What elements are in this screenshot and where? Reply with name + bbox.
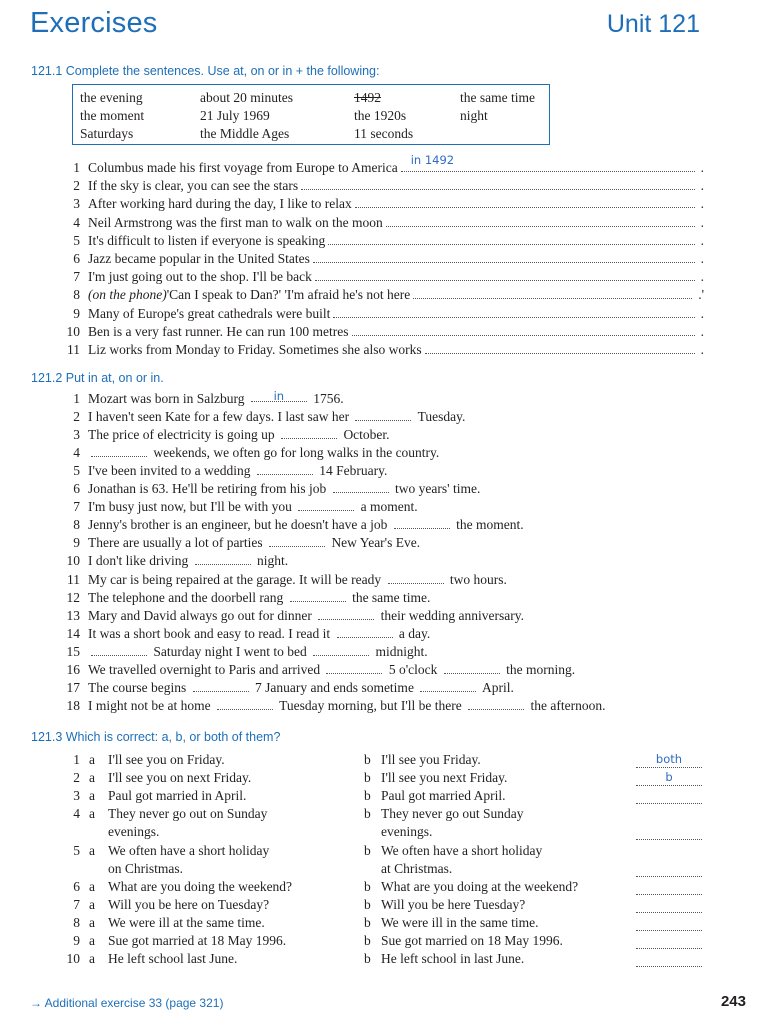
answer-blank[interactable]	[636, 862, 702, 877]
item-number: 13	[66, 607, 80, 623]
option-b-label: b	[364, 788, 371, 804]
item-number: 3	[73, 788, 80, 804]
handwritten-answer: b	[665, 770, 673, 785]
item-number: 1	[73, 160, 80, 175]
sentence-item	[88, 662, 575, 678]
option-a-label: a	[89, 770, 95, 786]
item-number: 7	[73, 499, 80, 515]
option-b-text: We were ill in the same time.	[381, 914, 539, 930]
sentence-text: I don't like driving	[88, 553, 192, 569]
sentence-text: There are usually a lot of parties	[88, 535, 267, 551]
answer-blank[interactable]	[352, 325, 695, 336]
option-a-text: on Christmas.	[108, 860, 184, 876]
answer-blank[interactable]	[337, 627, 393, 638]
sentence-text: I'm just going out to the shop. I'll be back	[88, 269, 312, 285]
unit-title: Unit 121	[606, 10, 700, 38]
answer-blank[interactable]	[313, 645, 369, 656]
answer-blank[interactable]	[91, 645, 147, 656]
answer-blank[interactable]	[636, 771, 702, 786]
option-b-text: They never go out Sunday	[381, 806, 524, 822]
sentence-text: Ben is a very fast runner. He can run 100 metres	[88, 323, 349, 339]
item-number: 10	[66, 553, 80, 569]
sentence-text: If the sky is clear, you can see the stars	[88, 178, 299, 194]
page-title: Exercises	[30, 7, 158, 39]
sentence-item	[88, 644, 428, 660]
sentence-item	[88, 215, 704, 231]
sentence-text: Mozart was born in Salzburg	[88, 391, 248, 406]
answer-blank[interactable]	[195, 554, 251, 565]
item-number: 6	[73, 481, 80, 497]
answer-blank[interactable]	[251, 391, 307, 402]
page-number: 243	[720, 993, 746, 1010]
sentence-context: (on the phone)	[88, 287, 167, 303]
sentence-item	[88, 481, 480, 497]
word-box-item: 21 July 1969	[200, 108, 270, 123]
option-b-label: b	[364, 806, 371, 822]
answer-blank[interactable]	[193, 681, 249, 692]
answer-blank[interactable]	[298, 500, 354, 511]
sentence-end: .	[700, 178, 704, 194]
item-number: 9	[73, 305, 80, 321]
option-a-text: Paul got married in April.	[108, 788, 247, 804]
sentence-text: a day.	[395, 625, 431, 641]
option-b-label: b	[364, 842, 371, 858]
sentence-end: .	[700, 269, 704, 285]
answer-blank[interactable]	[355, 410, 411, 421]
sentence-text: Jenny's brother is an engineer, but he doesn't have a job	[88, 517, 391, 533]
option-a-text: I'll see you on Friday.	[108, 752, 225, 767]
sentence-item	[88, 269, 704, 285]
option-a-text: Will you be here on Tuesday?	[108, 896, 270, 912]
item-number: 6	[73, 251, 80, 266]
option-a-label: a	[89, 951, 95, 967]
option-a-text: evenings.	[108, 824, 160, 840]
option-b-label: b	[364, 896, 371, 912]
option-a-label: a	[89, 788, 95, 804]
sentence-text: New Year's Eve.	[328, 535, 421, 551]
answer-blank[interactable]	[315, 270, 695, 281]
sentence-item	[88, 535, 420, 551]
item-number: 8	[73, 517, 80, 533]
item-number: 10	[66, 323, 80, 339]
option-b-text: What are you doing at the weekend?	[381, 878, 579, 894]
item-number: 5	[73, 232, 80, 248]
answer-blank[interactable]	[328, 234, 694, 245]
sentence-text: I'm busy just now, but I'll be with you	[88, 499, 296, 515]
option-a-label: a	[89, 752, 95, 767]
sentence-text: Liz works from Monday to Friday. Sometimes she also works	[88, 342, 422, 357]
item-number: 10	[66, 951, 80, 967]
answer-blank[interactable]	[636, 753, 702, 768]
item-number: 7	[73, 269, 80, 285]
item-number: 8	[73, 914, 80, 930]
sentence-text: 7 January and ends sometime	[251, 679, 418, 695]
word-box-item: 11 seconds	[354, 126, 414, 141]
sentence-item	[88, 427, 390, 443]
option-a-text: We often have a short holiday	[108, 842, 270, 858]
sentence-text: I might not be at home	[88, 697, 214, 713]
item-number: 4	[73, 214, 80, 230]
sentence-end: .	[700, 323, 704, 339]
handwritten-answer: in 1492	[410, 153, 455, 167]
answer-blank[interactable]	[420, 681, 476, 692]
answer-blank[interactable]	[313, 252, 695, 263]
word-box-item: Saturdays	[80, 126, 134, 141]
sentence-end: .'	[698, 287, 704, 303]
answer-blank[interactable]	[355, 197, 695, 208]
item-number: 5	[73, 463, 80, 479]
sentence-item	[88, 324, 704, 340]
option-a-text: We were ill at the same time.	[108, 914, 265, 930]
sentence-text: 'Can I speak to Dan?' 'I'm afraid he's not here	[166, 287, 411, 303]
answer-blank[interactable]	[425, 343, 695, 354]
sentence-item	[88, 391, 344, 407]
option-b-text: Paul got married April.	[381, 788, 506, 804]
option-a-text: What are you doing the weekend?	[108, 878, 293, 894]
option-b-label: b	[364, 933, 371, 948]
answer-blank[interactable]	[257, 464, 313, 475]
sentence-text: We travelled overnight to Paris and arrived	[88, 661, 324, 677]
sentence-item	[88, 196, 704, 212]
answer-blank[interactable]	[444, 663, 500, 674]
sentence-text: Jonathan is 63. He'll be retiring from his job	[88, 481, 330, 497]
sentence-item	[88, 572, 507, 588]
sentence-end: .	[700, 342, 704, 357]
handwritten-answer: in	[273, 389, 285, 403]
sentence-text: 5 o'clock	[385, 661, 441, 677]
item-number: 7	[73, 896, 80, 912]
option-b-text: Sue got married on 18 May 1996.	[381, 933, 563, 948]
option-a-label: a	[89, 933, 95, 948]
option-b-label: b	[364, 878, 371, 894]
sentence-text: The price of electricity is going up	[88, 427, 279, 443]
option-b-text: He left school in last June.	[381, 951, 525, 967]
item-number: 16	[66, 661, 80, 677]
option-a-text: He left school last June.	[108, 951, 238, 967]
sentence-text: weekends, we often go for long walks in the country.	[150, 445, 440, 461]
sentence-item	[88, 698, 606, 714]
option-b-label: b	[364, 951, 371, 967]
option-a-text: I'll see you on next Friday.	[108, 770, 252, 786]
item-number: 6	[73, 878, 80, 894]
answer-blank[interactable]	[386, 216, 695, 227]
item-number: 5	[73, 842, 80, 858]
sentence-item	[88, 287, 704, 303]
sentence-end: .	[700, 214, 704, 230]
item-number: 14	[66, 625, 80, 641]
additional-exercise-link[interactable]: → Additional exercise 33 (page 321)	[30, 996, 224, 1010]
answer-blank[interactable]	[301, 179, 694, 190]
sentence-end: .	[700, 160, 704, 175]
word-box-item: the same time	[460, 90, 535, 105]
sentence-item	[88, 680, 514, 696]
sentence-text: the afternoon.	[527, 697, 606, 713]
word-box	[72, 84, 550, 145]
sentence-text: Many of Europe's great cathedrals were built	[88, 305, 331, 321]
word-box-item: 1492	[354, 90, 381, 105]
option-b-text: We often have a short holiday	[381, 842, 543, 858]
sentence-text: two hours.	[446, 571, 507, 587]
item-number: 17	[66, 679, 80, 695]
sentence-end: .	[700, 232, 704, 248]
sentence-text: Columbus made his first voyage from Europe to America	[88, 160, 398, 175]
sentence-text: Mary and David always go out for dinner	[88, 607, 316, 623]
item-number: 9	[73, 933, 80, 948]
item-number: 2	[73, 178, 80, 194]
sentence-item	[88, 409, 465, 425]
sentence-text: two years' time.	[391, 481, 481, 497]
sentence-item	[88, 178, 704, 194]
sentence-end: .	[700, 305, 704, 321]
answer-blank[interactable]	[91, 446, 147, 457]
answer-blank[interactable]	[290, 591, 346, 602]
handwritten-answer: both	[655, 752, 683, 766]
sentence-end: .	[700, 251, 704, 266]
answer-blank[interactable]	[413, 288, 692, 299]
answer-blank[interactable]	[388, 573, 444, 584]
sentence-item	[88, 463, 387, 479]
sentence-text: a moment.	[357, 499, 418, 515]
answer-blank[interactable]	[636, 934, 702, 949]
sentence-item	[88, 590, 430, 606]
sentence-text: The course begins	[88, 679, 190, 695]
option-b-label: b	[364, 914, 371, 930]
answer-blank[interactable]	[333, 482, 389, 493]
sentence-item	[88, 306, 704, 322]
word-box-item: the moment	[80, 108, 145, 123]
answer-blank[interactable]	[281, 428, 337, 439]
sentence-text: My car is being repaired at the garage. It will be ready	[88, 571, 385, 587]
option-a-label: a	[89, 806, 95, 822]
item-number: 15	[66, 643, 80, 659]
answer-blank[interactable]	[636, 952, 702, 967]
item-number: 1	[73, 752, 80, 767]
answer-blank[interactable]	[217, 699, 273, 710]
item-number: 1	[73, 391, 80, 406]
sentence-text: the moment.	[452, 517, 524, 533]
word-box-item: the evening	[80, 90, 143, 105]
answer-blank[interactable]	[394, 518, 450, 529]
sentence-text: April.	[479, 679, 514, 695]
option-a-text: Sue got married at 18 May 1996.	[108, 933, 287, 948]
section-121-3-heading: 121.3 Which is correct: a, b, or both of them?	[31, 730, 281, 744]
item-number: 11	[67, 342, 80, 357]
answer-blank[interactable]	[269, 536, 325, 547]
section-121-1-heading: 121.1 Complete the sentences. Use at, on or in + the following:	[31, 64, 380, 78]
answer-blank[interactable]	[401, 153, 695, 172]
item-number: 9	[73, 535, 80, 551]
answer-blank[interactable]	[318, 609, 374, 620]
sentence-item	[88, 233, 704, 249]
sentence-text: It's difficult to listen if everyone is speaking	[88, 232, 326, 248]
sentence-item	[88, 608, 524, 624]
option-b-text: I'll see you next Friday.	[381, 770, 508, 786]
sentence-text: 1756.	[309, 391, 344, 406]
sentence-text: the morning.	[502, 661, 576, 677]
option-b-text: at Christmas.	[381, 860, 453, 876]
option-a-text: They never go out on Sunday	[108, 806, 268, 822]
answer-blank[interactable]	[326, 663, 382, 674]
option-b-text: Will you be here Tuesday?	[381, 896, 526, 912]
sentence-text: Jazz became popular in the United States	[88, 251, 310, 266]
item-number: 18	[66, 697, 80, 713]
item-number: 12	[66, 589, 80, 605]
sentence-item	[88, 553, 288, 569]
sentence-item	[88, 342, 704, 358]
item-number: 4	[73, 445, 80, 461]
item-number: 3	[73, 196, 80, 212]
answer-blank[interactable]	[636, 916, 702, 931]
answer-blank[interactable]	[636, 789, 702, 804]
sentence-text: I haven't seen Kate for a few days. I last saw her	[88, 409, 353, 425]
item-number: 2	[73, 770, 80, 786]
sentence-item	[88, 251, 704, 267]
answer-blank[interactable]	[468, 699, 524, 710]
sentence-text: the same time.	[348, 589, 431, 605]
sentence-text: Neil Armstrong was the first man to walk on the moon	[88, 214, 383, 230]
option-a-label: a	[89, 842, 95, 858]
option-b-text: I'll see you Friday.	[381, 752, 481, 767]
word-box-item: the 1920s	[354, 108, 407, 123]
option-a-label: a	[89, 896, 95, 912]
answer-blank[interactable]	[636, 898, 702, 913]
answer-blank[interactable]	[636, 880, 702, 895]
item-number: 4	[73, 806, 80, 822]
word-box-item: night	[460, 108, 488, 123]
section-121-2-heading: 121.2 Put in at, on or in.	[31, 371, 164, 385]
option-b-text: evenings.	[381, 824, 433, 840]
sentence-text: It was a short book and easy to read. I read it	[88, 625, 334, 641]
answer-blank[interactable]	[636, 825, 702, 840]
item-number: 3	[73, 427, 80, 443]
sentence-text: their wedding anniversary.	[377, 607, 525, 623]
option-a-label: a	[89, 914, 95, 930]
sentence-item	[88, 445, 439, 461]
sentence-text: After working hard during the day, I like to relax	[88, 196, 352, 212]
sentence-text: Saturday night I went to bed	[150, 643, 311, 659]
sentence-end: .	[700, 196, 704, 212]
sentence-text: The telephone and the doorbell rang	[88, 589, 287, 605]
option-b-label: b	[364, 752, 371, 767]
sentence-item	[88, 499, 418, 515]
answer-blank[interactable]	[333, 307, 694, 318]
sentence-item	[88, 626, 430, 642]
sentence-text: 14 February.	[315, 463, 388, 479]
option-a-label: a	[89, 878, 95, 894]
item-number: 11	[67, 571, 80, 587]
item-number: 2	[73, 409, 80, 425]
sentence-text: Tuesday.	[414, 409, 466, 425]
sentence-text: midnight.	[372, 643, 428, 659]
item-number: 8	[73, 287, 80, 303]
sentence-text: October.	[340, 427, 390, 443]
sentence-text: I've been invited to a wedding	[88, 463, 254, 479]
sentence-text: night.	[253, 553, 289, 569]
word-box-item: about 20 minutes	[200, 90, 293, 105]
option-b-label: b	[364, 770, 371, 786]
word-box-item: the Middle Ages	[200, 126, 290, 141]
sentence-item	[88, 153, 704, 176]
sentence-text: Tuesday morning, but I'll be there	[275, 697, 466, 713]
sentence-item	[88, 517, 524, 533]
